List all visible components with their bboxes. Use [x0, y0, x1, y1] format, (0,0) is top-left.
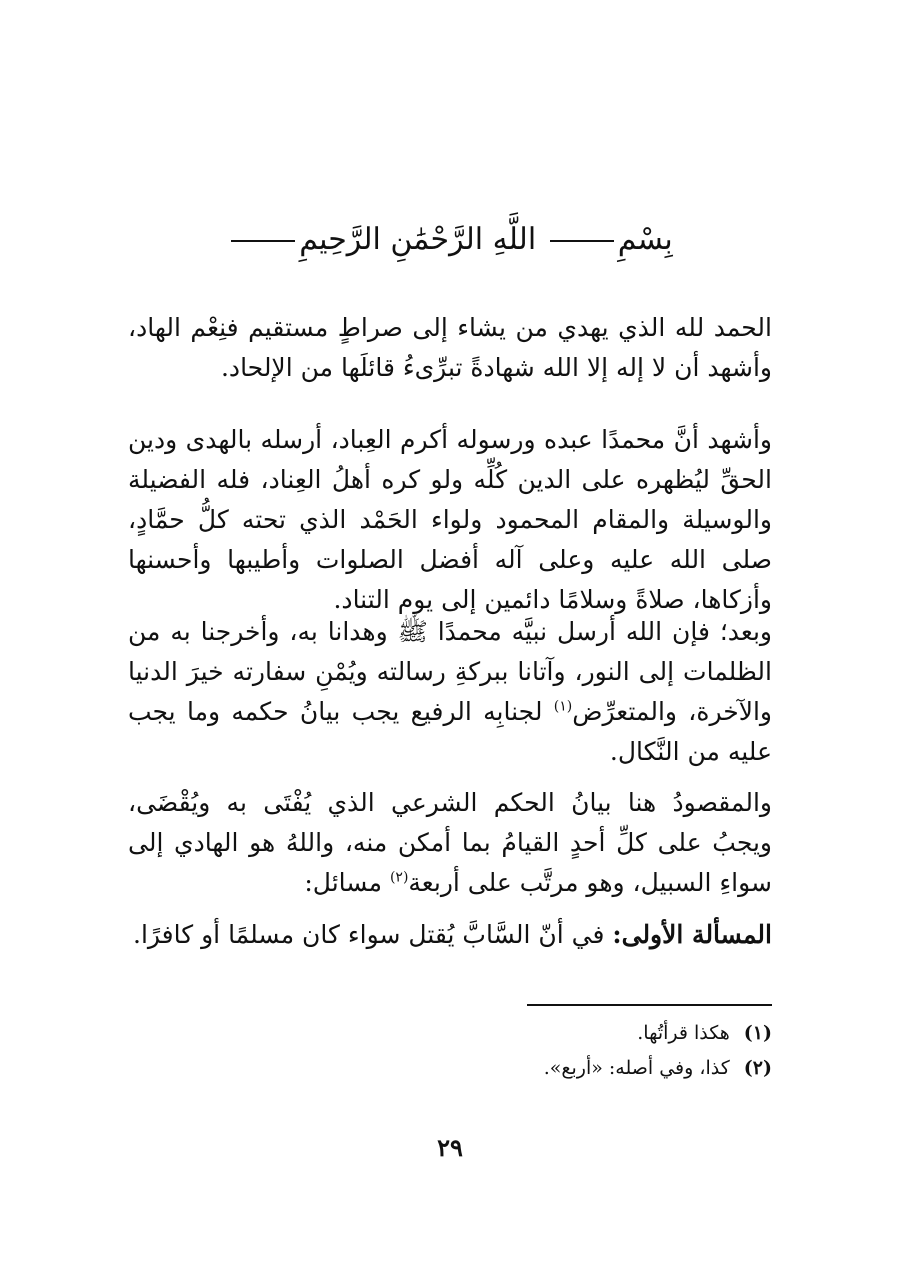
paragraph-text: والمقصودُ هنا بيانُ الحكم الشرعي الذي يُفْتَى به ويُقْضَى، ويجبُ على كلِّ أحدٍ القيامُ بما أمكن منه، واللهُ هو الهادي إلى سواءِ السبيل، وهو مرتَّب على أربعة: [128, 788, 772, 897]
footnote-text: هكذا قرأتُها.: [637, 1022, 730, 1044]
page-number: ٢٩: [437, 1133, 463, 1162]
paragraph-text: الحمد لله الذي يهدي من يشاء إلى صراطٍ مستقيم فنِعْم الهاد، وأشهد أن لا إله إلا الله شهادةً تبرِّىءُ قائلَها من الإلحاد.: [128, 313, 772, 382]
footnote-ref-1[interactable]: (١): [553, 698, 573, 715]
basmala-word-3: الرَّحْمَٰنِ: [390, 222, 484, 257]
footnote-number: (١): [743, 1022, 772, 1044]
issue-text: في أنّ السَّابَّ يُقتل سواء كان مسلمًا أو كافرًا.: [133, 920, 613, 949]
footnote-text: كذا، وفي أصله: «أربع».: [543, 1057, 730, 1079]
paragraph-introduction: [128, 612, 772, 772]
section-heading-first-issue: [128, 915, 772, 955]
footnote-item: [128, 1051, 772, 1086]
basmala-word-4: الرَّحِيمِ: [299, 222, 381, 257]
footnote-item: [128, 1016, 772, 1051]
basmala-heading: [0, 222, 900, 257]
calligraphy-stroke-1: [550, 240, 614, 242]
paragraph-text: وبعد؛ فإن الله أرسل نبيَّه محمدًا ﷺ وهدانا به، وأخرجنا به من الظلمات إلى النور، وآتانا ببركةِ رسالته ويُمْنِ سفارته خيرَ الدنيا والآخرة، والمتعرِّض: [128, 617, 772, 726]
footnote-ref-2[interactable]: (٢): [389, 869, 409, 886]
paragraph-purpose: [128, 783, 772, 903]
footnotes: [128, 1016, 772, 1086]
basmala-word-2: اللَّهِ: [492, 222, 537, 257]
paragraph-testimony: [128, 420, 772, 620]
calligraphy-stroke-2: [231, 240, 295, 242]
footnote-divider: [527, 1004, 772, 1006]
paragraph-text: لجنابِه الرفيع يجب بيانُ حكمه وما يجب عليه من النَّكال.: [128, 697, 772, 766]
footnote-number: (٢): [743, 1057, 772, 1079]
paragraph-opening-praise: [128, 308, 772, 388]
paragraph-text: وأشهد أنَّ محمدًا عبده ورسوله أكرم العِباد، أرسله بالهدى ودين الحقِّ ليُظهره على الدين كُلِّه ولو كره أهلُ العِناد، فله الفضيلة والوسيلة والمقام المحمود ولواء الحَمْد الذي تحته كلُّ حمَّادٍ، صلى الله عليه وعلى آله أفضل الصلوات وأطيبها وأحسنها وأزكاها، صلاةً وسلامًا دائمين إلى يوم التناد.: [128, 425, 772, 614]
basmala-word-1: بِسْمِ: [617, 222, 673, 257]
paragraph-text: مسائل:: [304, 868, 390, 897]
issue-label: المسألة الأولى:: [612, 920, 772, 949]
